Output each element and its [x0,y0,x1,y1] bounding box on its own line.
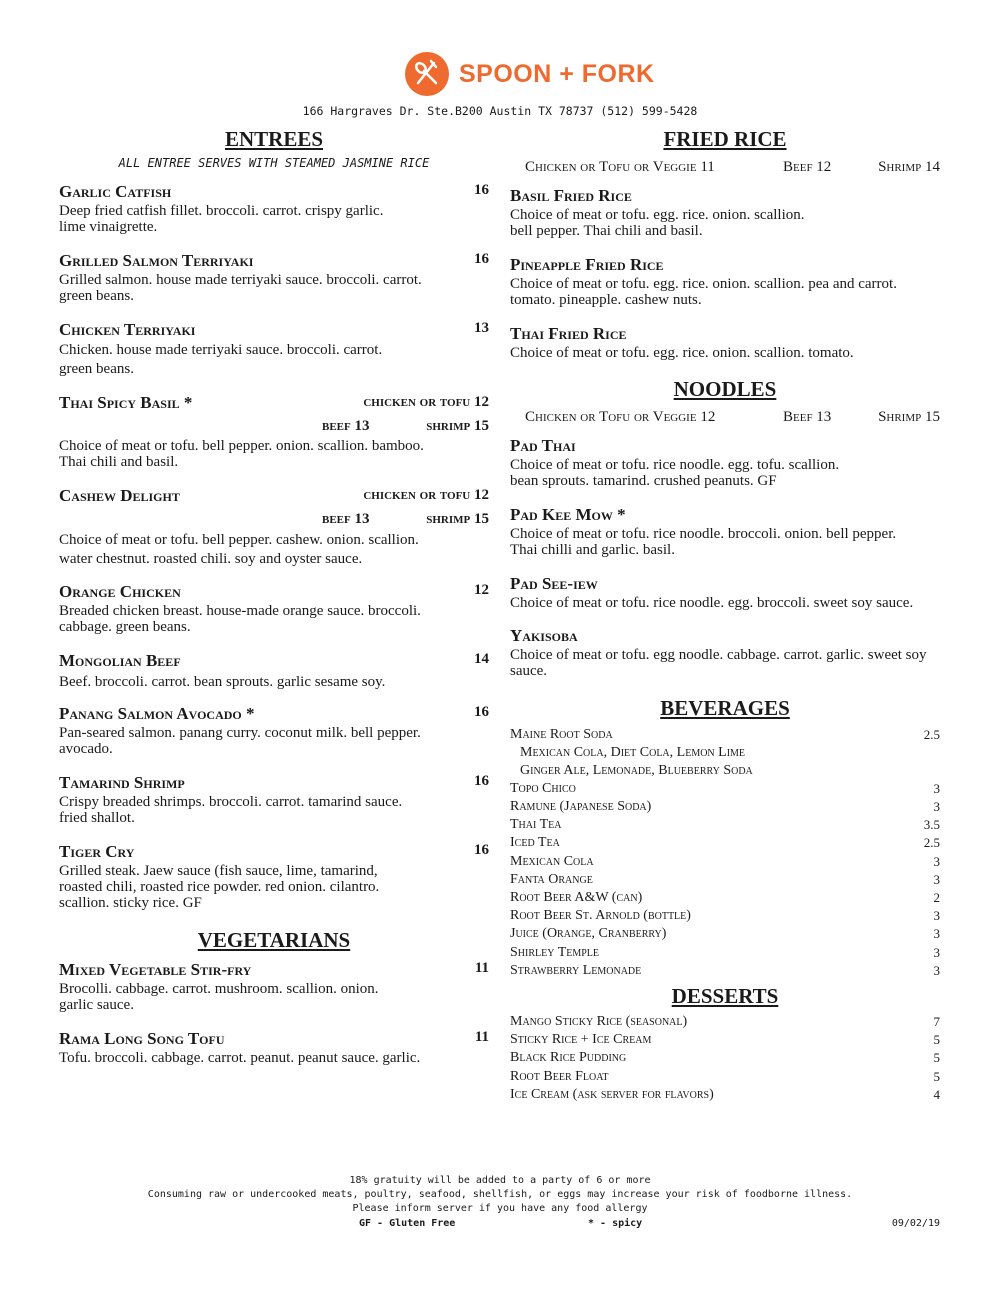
item-price: 2 [933,890,940,905]
price-option: chicken or tofu 12 [363,394,489,410]
item-name: Strawberry Lemonade [510,963,642,978]
item-price: 11 [474,960,489,976]
item-price: 16 [474,773,489,789]
item-name: Topo Chico [510,781,576,796]
menu-item [510,727,940,745]
entrees-title: ENTREES [224,127,324,151]
item-name: Shirley Temple [510,945,600,960]
item-desc: Choice of meat or tofu. egg noodle. cabbage. carrot. garlic. sweet soy sauce. [510,647,927,679]
item-desc: Choice of meat or tofu. bell pepper. cashew. onion. scallion. water chestnut. roasted chili. soy and oyster sauce. [59,532,419,567]
item-name: Mango Sticky Rice (seasonal) [510,1014,688,1029]
menu-item [510,1014,940,1032]
item-name: Maine Root Soda [510,727,613,742]
menu-item [510,926,940,944]
menu-item [510,908,940,926]
item-name: Thai Spicy Basil * [59,393,193,412]
menu-item [510,854,940,872]
item-name: Orange Chicken [59,582,181,601]
menu-item [59,651,489,690]
menu-item [59,960,489,1013]
item-price: 12 [474,582,489,598]
item-name: Pad See-iew [510,574,598,593]
entrees-note: ALL ENTREE SERVES WITH STEAMED JASMINE RICE [118,156,430,170]
item-name: Juice (Orange, Cranberry) [510,926,667,941]
menu-item [510,835,940,853]
item-name: Fanta Orange [510,872,593,887]
item-price: 11 [474,1029,489,1045]
item-price: 5 [933,1069,940,1084]
price-option: Beef 12 [783,159,832,175]
item-price: 2.5 [923,727,940,742]
item-desc: Mexican Cola, Diet Cola, Lemon Lime [520,745,746,760]
menu-item [510,574,940,611]
item-desc: Choice of meat or tofu. egg. rice. onion. scallion. pea and carrot. tomato. pineapple. cashew nuts. [510,276,897,308]
menu-item [510,1050,940,1068]
menu-item [59,182,489,235]
item-desc: Choice of meat or tofu. bell pepper. onion. scallion. bamboo. Thai chili and basil. [59,438,424,470]
price-option: beef 13 [322,511,370,527]
item-price: 16 [474,182,489,198]
item-price: 2.5 [923,835,940,850]
item-price: 16 [474,842,489,858]
item-price: 3 [933,872,940,887]
item-price: 3 [933,781,940,796]
item-desc: Grilled salmon. house made terriyaki sauce. broccoli. carrot. green beans. [59,272,422,304]
item-price: 13 [474,320,489,336]
menu-item [510,817,940,835]
address: 166 Hargraves Dr. Ste.B200 Austin TX 78737 (512) 599-5428 [302,104,698,118]
item-desc: Deep fried catfish fillet. broccoli. carrot. crispy garlic. lime vinaigrette. [59,203,384,235]
item-desc: Choice of meat or tofu. egg. rice. onion. scallion. bell pepper. Thai chili and basil. [510,207,805,239]
menu-item [510,186,940,239]
item-name: Rama Long Song Tofu [59,1029,225,1048]
item-name: Garlic Catfish [59,182,172,201]
menu-item [59,486,489,570]
item-price: 3 [933,926,940,941]
price-option: shrimp 15 [426,418,489,434]
item-desc: Brocolli. cabbage. carrot. mushroom. scallion. onion. garlic sauce. [59,981,379,1013]
item-price: 16 [474,251,489,267]
menu-item [59,842,489,911]
item-price: 3 [933,945,940,960]
menu-item [59,251,489,304]
item-name: Pineapple Fried Rice [510,255,664,274]
menu-item [59,320,489,379]
item-name: Yakisoba [510,626,578,645]
item-name: Iced Tea [510,835,560,850]
item-desc: Choice of meat or tofu. egg. rice. onion. scallion. tomato. [510,345,854,361]
item-name: Sticky Rice + Ice Cream [510,1032,652,1047]
item-price: 5 [933,1032,940,1047]
spicy-legend: * - spicy [588,1218,643,1229]
menu-item [510,890,940,908]
item-name: Black Rice Pudding [510,1050,627,1065]
item-price: 3 [933,799,940,814]
price-option: chicken or tofu 12 [363,487,489,503]
item-price: 7 [933,1014,940,1029]
gratuity-note: 18% gratuity will be added to a party of 6 or more [349,1175,651,1186]
item-desc: Beef. broccoli. carrot. bean sprouts. garlic sesame soy. [59,674,386,690]
price-option: beef 13 [322,418,370,434]
menu-item [59,582,489,635]
noodles-title: NOODLES [673,377,777,401]
item-name: Ramune (Japanese Soda) [510,799,652,814]
item-desc: Tofu. broccoli. cabbage. carrot. peanut. peanut sauce. garlic. [59,1050,421,1066]
item-name: Grilled Salmon Terriyaki [59,251,254,270]
price-option: Beef 13 [783,409,832,425]
menu-item [510,1087,940,1105]
item-name: Basil Fried Rice [510,186,632,205]
menu-item [510,799,940,817]
item-name: Pad Thai [510,436,576,455]
menu-item [510,505,940,558]
price-option: Chicken or Tofu or Veggie 11 [525,159,715,175]
item-desc: Choice of meat or tofu. rice noodle. broccoli. onion. bell pepper. Thai chilli and garlic. basil. [510,526,897,558]
item-name: Thai Tea [510,817,562,832]
menu-item [510,1032,940,1050]
food-safety-note: Consuming raw or undercooked meats, poultry, seafood, shellfish, or eggs may increase your risk of foodborne illness. [147,1189,853,1200]
price-option: Shrimp 15 [878,409,940,425]
item-price: 3 [933,908,940,923]
menu-item [510,945,940,963]
desserts-title: DESSERTS [671,984,779,1008]
menu-item [510,626,940,679]
menu-item [59,704,489,757]
menu-item [510,781,940,799]
item-desc: Chicken. house made terriyaki sauce. broccoli. carrot. green beans. [59,342,383,377]
item-name: Panang Salmon Avocado * [59,704,255,723]
item-name: Tamarind Shrimp [59,773,185,792]
item-price: 16 [474,704,489,720]
item-desc: Grilled steak. Jaew sauce (fish sauce, lime, tamarind, roasted chili, roasted rice powder. red onion. cilantro. scallion. sticky rice. GF [59,863,380,911]
item-name: Pad Kee Mow * [510,505,626,524]
vegetarians-title: VEGETARIANS [197,928,351,952]
item-name: Tiger Cry [59,842,135,861]
item-price: 3 [933,854,940,869]
item-name: Mixed Vegetable Stir-fry [59,960,252,979]
menu-item [510,255,940,308]
menu-item [510,963,940,981]
item-price: 3.5 [923,817,940,832]
item-name: Root Beer Float [510,1069,609,1084]
item-name: Chicken Terriyaki [59,320,196,339]
brand-logo [405,52,655,96]
menu-item [510,436,940,489]
item-name: Ice Cream (ask server for flavors) [510,1087,714,1102]
fried-rice-title: FRIED RICE [663,127,787,151]
menu-item [59,773,489,826]
item-desc: Crispy breaded shrimps. broccoli. carrot. tamarind sauce. fried shallot. [59,794,403,826]
item-name: Mongolian Beef [59,651,181,670]
item-price: 14 [474,651,489,667]
allergy-note: Please inform server if you have any food allergy [352,1203,648,1214]
price-option: Chicken or Tofu or Veggie 12 [525,409,716,425]
menu-item [510,872,940,890]
menu-item [510,1069,940,1087]
item-name: Mexican Cola [510,854,594,869]
item-name: Root Beer A&W (can) [510,890,643,905]
item-price: 5 [933,1050,940,1065]
item-desc: Choice of meat or tofu. rice noodle. egg. broccoli. sweet soy sauce. [510,595,914,611]
item-price: 3 [933,963,940,978]
spoon-fork-icon [405,52,449,96]
item-desc: Pan-seared salmon. panang curry. coconut milk. bell pepper. avocado. [59,725,421,757]
price-option: Shrimp 14 [878,159,940,175]
item-desc: Choice of meat or tofu. rice noodle. egg. tofu. scallion. bean sprouts. tamarind. crushed peanuts. GF [510,457,840,489]
item-price: 4 [933,1087,940,1102]
beverages-title: BEVERAGES [660,696,790,720]
price-option: shrimp 15 [426,511,489,527]
gf-legend: GF - Gluten Free [359,1218,456,1229]
menu-item [59,393,489,473]
item-name: Thai Fried Rice [510,324,627,343]
menu-item [510,324,940,361]
menu-date: 09/02/19 [891,1218,940,1229]
item-desc: Ginger Ale, Lemonade, Blueberry Soda [520,763,753,778]
item-desc: Breaded chicken breast. house-made orange sauce. broccoli. cabbage. green beans. [59,603,421,635]
item-name: Cashew Delight [59,486,180,505]
menu-item [59,1029,489,1066]
item-name: Root Beer St. Arnold (bottle) [510,908,691,923]
brand-name: SPOON + FORK [459,60,655,88]
